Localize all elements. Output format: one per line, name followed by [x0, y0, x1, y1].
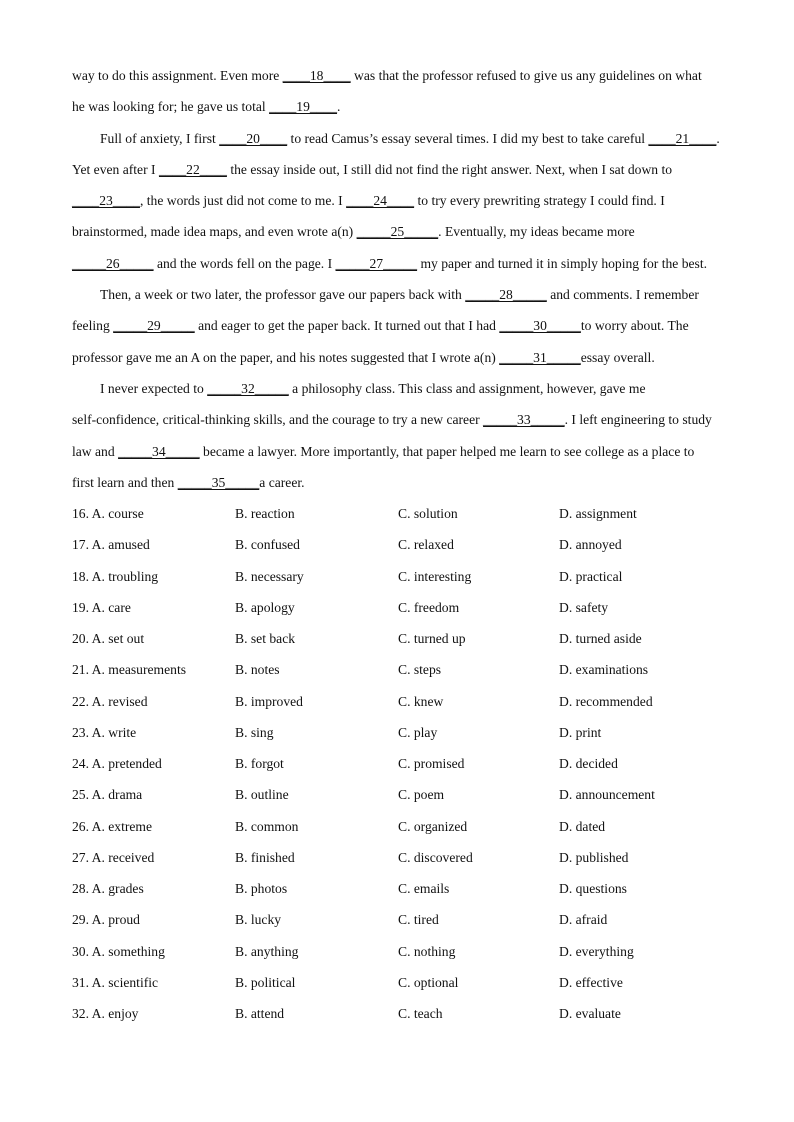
question-row [72, 815, 732, 846]
option-a: 25. A. drama [72, 787, 143, 803]
option-b: B. outline [235, 787, 289, 803]
question-row [72, 721, 732, 752]
option-d: D. announcement [559, 787, 655, 803]
question-row [72, 877, 732, 908]
option-c: C. freedom [398, 599, 460, 615]
option-d: D. examinations [559, 662, 649, 678]
question-row [72, 533, 732, 564]
option-a: 23. A. write [72, 724, 137, 740]
option-b: B. common [235, 818, 299, 834]
option-a: 16. A. course [72, 506, 144, 521]
option-d: D. print [559, 724, 602, 740]
option-b: B. photos [235, 881, 288, 896]
option-a: 31. A. scientific [72, 974, 159, 990]
blank-34: _____34_____ [118, 443, 200, 459]
question-row [72, 627, 732, 658]
option-b: B. improved [235, 693, 303, 709]
question-row [72, 596, 732, 627]
option-d: D. afraid [559, 912, 608, 928]
option-d: D. safety [559, 599, 609, 615]
question-row [72, 1002, 732, 1033]
option-c: C. poem [398, 787, 445, 803]
option-a: 22. A. revised [72, 693, 148, 709]
option-c: C. turned up [398, 631, 466, 646]
cloze-passage [72, 64, 732, 502]
blank-28: _____28_____ [465, 287, 547, 303]
passage-line: Then, a week or two later, the professor gave our papers back with _____28_____ and comments. I remember [100, 287, 699, 303]
blank-29: _____29_____ [113, 318, 195, 334]
option-a: 26. A. extreme [72, 818, 153, 834]
question-row [72, 502, 732, 533]
blank-31: _____31_____ [499, 349, 581, 365]
option-d: D. questions [559, 881, 627, 896]
option-b: B. apology [235, 599, 295, 615]
option-b: B. reaction [235, 506, 295, 521]
option-b: B. notes [235, 662, 280, 678]
option-b: B. necessary [235, 568, 304, 584]
option-b: B. finished [235, 849, 295, 865]
option-d: D. evaluate [559, 1006, 621, 1021]
option-a: 29. A. proud [72, 912, 140, 928]
passage-line: law and _____34_____ became a lawyer. More importantly, that paper helped me learn to see college as a place to [72, 443, 695, 459]
blank-32: _____32_____ [207, 380, 289, 396]
option-b: B. anything [235, 943, 299, 959]
option-d: D. annoyed [559, 537, 622, 553]
option-d: D. dated [559, 818, 606, 834]
option-c: C. promised [398, 756, 465, 771]
question-row [72, 783, 732, 814]
option-c: C. discovered [398, 849, 473, 865]
option-d: D. assignment [559, 506, 637, 521]
blank-33: _____33_____ [483, 412, 565, 428]
question-row [72, 908, 732, 939]
option-c: C. optional [398, 974, 459, 990]
option-a: 21. A. measurements [72, 662, 187, 678]
option-d: D. decided [559, 756, 618, 771]
option-a: 32. A. enjoy [72, 1006, 139, 1021]
question-row [72, 658, 732, 689]
question-row [72, 940, 732, 971]
passage-line: I never expected to _____32_____ a philosophy class. This class and assignment, however, gave me [100, 380, 646, 396]
blank-24: ____24____ [346, 193, 415, 209]
blank-25: _____25_____ [356, 224, 439, 240]
passage-line: _____26_____ and the words fell on the page. I _____27_____ my paper and turned it in simply hoping for the best. [72, 255, 708, 271]
blank-19: ____19____ [269, 99, 338, 115]
blank-21: ____21____ [648, 130, 717, 146]
option-b: B. confused [235, 537, 300, 553]
question-row [72, 846, 732, 877]
passage-line: ____23____, the words just did not come to me. I ____24____ to try every prewriting strategy I could find. I [72, 193, 665, 209]
option-a: 27. A. received [72, 849, 155, 865]
option-b: B. political [235, 974, 296, 990]
blank-35: _____35_____ [177, 474, 260, 490]
option-a: 24. A. pretended [72, 756, 162, 771]
option-a: 17. A. amused [72, 537, 150, 553]
passage-line: first learn and then _____35_____a career. [72, 474, 305, 490]
option-d: D. everything [559, 943, 634, 959]
answer-options [72, 502, 732, 1033]
passage-line: professor gave me an A on the paper, and his notes suggested that I wrote a(n) _____31_____essay overall. [72, 349, 655, 365]
option-d: D. recommended [559, 693, 653, 709]
question-row [72, 752, 732, 783]
passage-line: Full of anxiety, I first ____20____ to read Camus’s essay several times. I did my best to take careful ____21____. [100, 130, 720, 146]
question-row [72, 971, 732, 1002]
option-c: C. emails [398, 881, 450, 896]
blank-23: ____23____ [72, 193, 140, 209]
option-c: C. solution [398, 506, 458, 521]
option-c: C. knew [398, 693, 444, 709]
option-a: 20. A. set out [72, 631, 145, 646]
passage-line: Yet even after I ____22____ the essay inside out, I still did not find the right answer. Next, when I sat down to [72, 161, 673, 177]
passage-line: way to do this assignment. Even more ____18____ was that the professor refused to give us any guidelines on what [72, 68, 702, 83]
option-a: 19. A. care [72, 599, 131, 615]
option-c: C. play [398, 724, 438, 740]
option-c: C. interesting [398, 568, 472, 584]
option-b: B. attend [235, 1006, 285, 1021]
option-c: C. teach [398, 1006, 443, 1021]
option-d: D. published [559, 849, 629, 865]
blank-27: _____27_____ [335, 255, 418, 271]
option-a: 30. A. something [72, 943, 165, 959]
option-b: B. sing [235, 724, 274, 740]
blank-20: ____20____ [219, 130, 288, 146]
option-d: D. practical [559, 568, 623, 584]
question-row [72, 565, 732, 596]
blank-22: ____22____ [158, 161, 227, 177]
option-c: C. relaxed [398, 537, 454, 553]
option-b: B. forgot [235, 756, 284, 771]
blank-26: _____26_____ [72, 255, 154, 271]
passage-line: he was looking for; he gave us total ____19____. [72, 99, 341, 115]
option-c: C. tired [398, 912, 439, 928]
option-a: 28. A. grades [72, 881, 144, 896]
option-b: B. set back [235, 631, 296, 646]
option-d: D. turned aside [559, 631, 642, 646]
option-b: B. lucky [235, 912, 282, 928]
blank-18: ____18____ [282, 68, 351, 83]
option-c: C. nothing [398, 943, 456, 959]
passage-line: feeling _____29_____ and eager to get the paper back. It turned out that I had _____30_____to worry about. The [72, 318, 689, 334]
option-d: D. effective [559, 974, 623, 990]
blank-30: _____30_____ [499, 318, 581, 334]
passage-line: brainstormed, made idea maps, and even wrote a(n) _____25_____. Eventually, my ideas became more [72, 224, 635, 240]
option-a: 18. A. troubling [72, 568, 159, 584]
question-row [72, 690, 732, 721]
option-c: C. organized [398, 818, 468, 834]
passage-line: self-confidence, critical-thinking skills, and the courage to try a new career _____33_____. I left engineering to study [72, 412, 712, 428]
option-c: C. steps [398, 662, 442, 678]
